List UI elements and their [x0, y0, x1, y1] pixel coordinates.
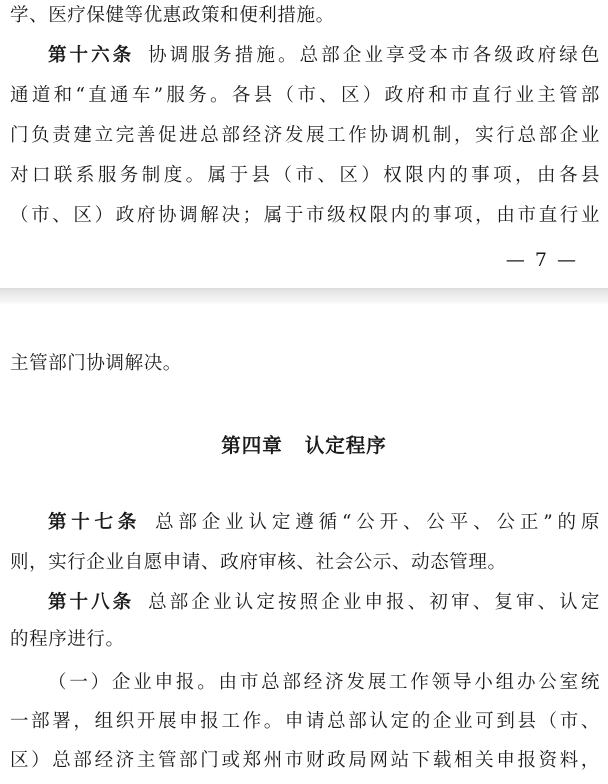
text-line: 一部署，组织开展申报工作。申请总部认定的企业可到县（市、 — [10, 711, 600, 732]
item-1-line: （一）企业申报。由市总部经济发展工作领导小组办公室统 — [48, 672, 600, 693]
text-line: 则，实行企业自愿申请、政府审核、社会公示、动态管理。 — [10, 552, 507, 573]
text-line: 学、医疗保健等优惠政策和便利措施。 — [10, 5, 335, 26]
chapter-heading — [0, 426, 608, 466]
article-17-label: 第十七条 — [48, 512, 142, 533]
article-16-text: 协调服务措施。总部企业享受本市各级政府绿色 — [148, 45, 600, 66]
page-number: — 7 — — [505, 249, 578, 271]
article-16-line — [10, 36, 600, 76]
text-line: 的程序进行。 — [10, 629, 125, 650]
text-line: 通道和“直通车”服务。各县（市、区）政府和市直行业主管部 — [10, 85, 600, 106]
chapter-label: 第四章 — [221, 434, 283, 457]
chapter-title: 认定程序 — [304, 434, 387, 457]
article-18-label: 第十八条 — [48, 592, 135, 613]
text-line: 门负责建立完善促进总部经济发展工作协调机制，实行总部企业 — [10, 125, 600, 146]
document-page-7 — [0, 0, 608, 288]
page-separator — [0, 288, 608, 304]
text-line: 区）总部经济主管部门或郑州市财政局网站下载相关申报资料， — [10, 750, 600, 771]
text-line: （市、区）政府协调解决；属于市级权限内的事项，由市直行业 — [10, 205, 600, 226]
article-17-line — [10, 503, 600, 543]
article-16-label: 第十六条 — [48, 45, 135, 66]
text-line: 主管部门协调解决。 — [10, 353, 182, 374]
article-17-text: 总部企业认定遵循“公开、公平、公正”的原 — [155, 512, 600, 533]
article-18-line — [10, 583, 600, 623]
text-line: 对口联系服务制度。属于县（市、区）权限内的事项，由各县 — [10, 165, 600, 186]
article-18-text: 总部企业认定按照企业申报、初审、复审、认定 — [148, 592, 600, 613]
